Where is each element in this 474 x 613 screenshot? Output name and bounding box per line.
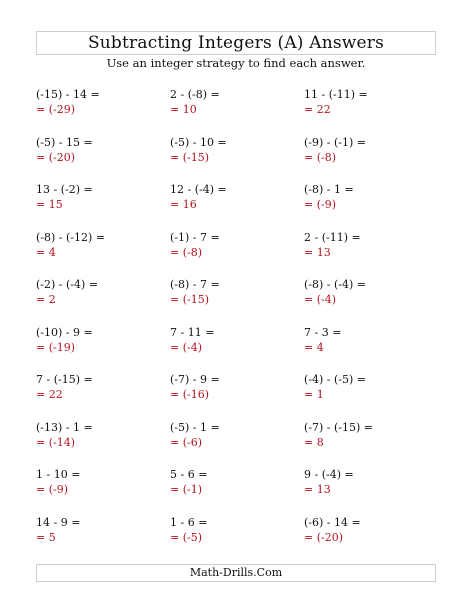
problem-item bbox=[170, 277, 290, 307]
problem-question: 5 - 6 = bbox=[170, 468, 208, 481]
problem-question: (-4) - (-5) = bbox=[304, 373, 367, 386]
problem-answer: = 4 bbox=[304, 340, 324, 354]
problem-answer: = (-9) bbox=[36, 483, 69, 496]
problem-question: 11 - (-11) = bbox=[304, 88, 368, 101]
problem-item bbox=[36, 420, 156, 450]
problem-question: (-2) - (-4) = bbox=[36, 278, 99, 291]
problem-item bbox=[36, 277, 156, 307]
problem-question: (-8) - (-4) = bbox=[304, 278, 367, 291]
problem-answer: = (-20) bbox=[304, 530, 344, 544]
problem-item bbox=[304, 420, 424, 450]
problem-answer: = (-4) bbox=[304, 293, 337, 306]
problem-question: 7 - 3 = bbox=[304, 325, 342, 339]
problem-answer: = 10 bbox=[170, 103, 197, 116]
problem-item bbox=[304, 325, 424, 355]
problem-answer: = 1 bbox=[304, 388, 324, 401]
page-title: Subtracting Integers (A) Answers bbox=[87, 33, 385, 53]
problem-answer: = 13 bbox=[304, 483, 331, 496]
problem-item bbox=[36, 230, 156, 260]
problem-item bbox=[36, 372, 156, 402]
problem-question: 13 - (-2) = bbox=[36, 183, 93, 196]
problem-answer: = (-9) bbox=[304, 198, 337, 211]
problem-item bbox=[170, 182, 290, 212]
problem-answer: = (-19) bbox=[36, 340, 76, 354]
problem-item bbox=[304, 230, 424, 260]
problem-answer: = (-8) bbox=[304, 150, 337, 164]
problem-question: 14 - 9 = bbox=[36, 515, 81, 529]
title-box bbox=[36, 31, 436, 55]
problem-answer: = (-20) bbox=[36, 150, 76, 164]
problem-item bbox=[304, 135, 424, 165]
problem-item bbox=[170, 325, 290, 355]
problem-question: 12 - (-4) = bbox=[170, 183, 227, 196]
problem-answer: = (-16) bbox=[170, 388, 210, 401]
problem-answer: = (-8) bbox=[170, 245, 203, 259]
problem-item bbox=[170, 135, 290, 165]
problem-question: (-1) - 7 = bbox=[170, 230, 220, 244]
problem-question: 7 - 11 = bbox=[170, 325, 215, 339]
problem-question: (-7) - 9 = bbox=[170, 373, 220, 386]
problem-answer: = 5 bbox=[36, 530, 56, 544]
problem-answer: = (-1) bbox=[170, 483, 203, 496]
problem-answer: = 4 bbox=[36, 245, 56, 259]
problem-question: (-8) - 7 = bbox=[170, 278, 220, 291]
problem-question: (-7) - (-15) = bbox=[304, 420, 374, 434]
problem-item bbox=[36, 135, 156, 165]
problem-question: 7 - (-15) = bbox=[36, 373, 93, 386]
problem-question: 1 - 6 = bbox=[170, 515, 208, 529]
problem-question: (-10) - 9 = bbox=[36, 325, 93, 339]
problem-question: (-5) - 10 = bbox=[170, 135, 227, 149]
problem-question: (-13) - 1 = bbox=[36, 420, 93, 434]
problem-answer: = 8 bbox=[304, 435, 324, 449]
problem-answer: = 2 bbox=[36, 293, 56, 306]
problem-answer: = (-15) bbox=[170, 150, 210, 164]
problem-item bbox=[304, 372, 424, 402]
problem-answer: = 15 bbox=[36, 198, 63, 211]
problem-answer: = (-6) bbox=[170, 435, 203, 449]
problem-answer: = 22 bbox=[36, 388, 63, 401]
problem-item bbox=[304, 182, 424, 212]
problem-item bbox=[170, 420, 290, 450]
footer-box bbox=[36, 564, 436, 582]
problem-answer: = 22 bbox=[304, 103, 331, 116]
problem-question: (-8) - (-12) = bbox=[36, 230, 106, 244]
instructions: Use an integer strategy to find each answer. bbox=[106, 56, 366, 70]
problem-answer: = (-29) bbox=[36, 103, 76, 116]
problem-question: (-15) - 14 = bbox=[36, 88, 100, 101]
problem-item bbox=[304, 87, 424, 117]
problem-item bbox=[304, 515, 424, 545]
problem-question: 9 - (-4) = bbox=[304, 468, 354, 481]
problem-answer: = 13 bbox=[304, 245, 331, 259]
problem-question: (-6) - 14 = bbox=[304, 515, 361, 529]
problem-answer: = 16 bbox=[170, 198, 197, 211]
problem-item bbox=[36, 325, 156, 355]
problem-answer: = (-5) bbox=[170, 530, 203, 544]
problem-answer: = (-4) bbox=[170, 340, 203, 354]
problem-question: 1 - 10 = bbox=[36, 468, 81, 481]
problem-item bbox=[304, 277, 424, 307]
problem-item bbox=[170, 467, 290, 497]
problem-question: (-5) - 1 = bbox=[170, 420, 220, 434]
problem-item bbox=[36, 87, 156, 117]
problem-answer: = (-14) bbox=[36, 435, 76, 449]
problem-item bbox=[36, 467, 156, 497]
problem-question: (-8) - 1 = bbox=[304, 183, 354, 196]
problem-question: (-9) - (-1) = bbox=[304, 135, 367, 149]
problem-item bbox=[304, 467, 424, 497]
problem-question: 2 - (-11) = bbox=[304, 230, 361, 244]
problem-item bbox=[36, 182, 156, 212]
problem-item bbox=[170, 515, 290, 545]
footer-text: Math-Drills.Com bbox=[189, 566, 283, 579]
problem-answer: = (-15) bbox=[170, 293, 210, 306]
problem-item bbox=[170, 372, 290, 402]
problem-question: 2 - (-8) = bbox=[170, 88, 220, 101]
problem-item bbox=[170, 87, 290, 117]
problem-item bbox=[170, 230, 290, 260]
problem-item bbox=[36, 515, 156, 545]
problem-question: (-5) - 15 = bbox=[36, 135, 93, 149]
